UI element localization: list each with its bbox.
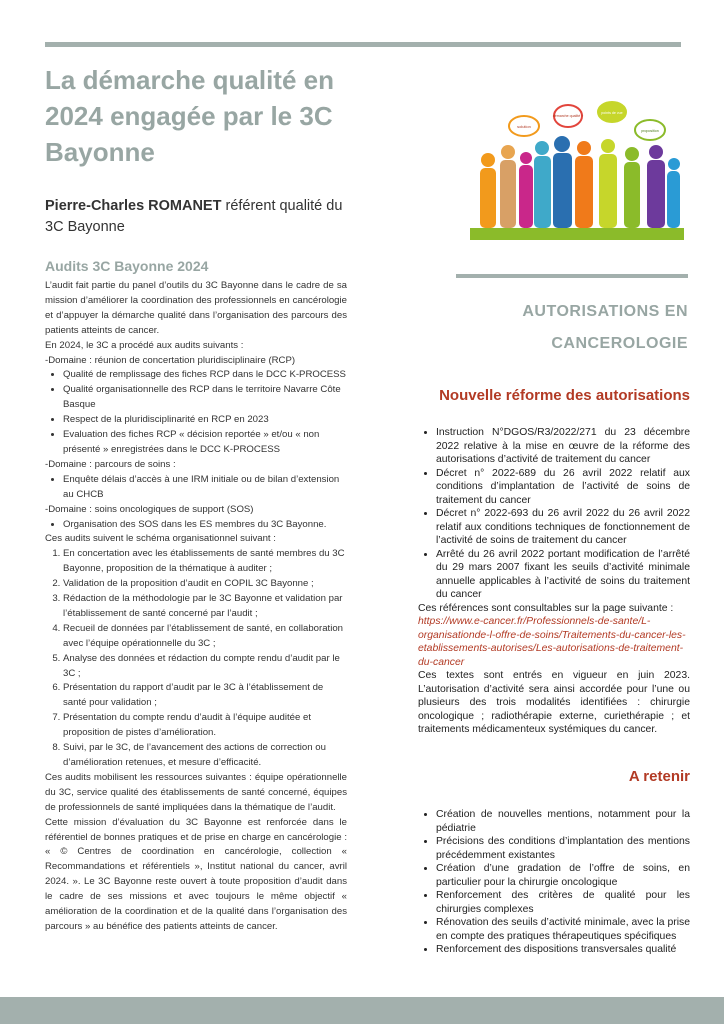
- people-illustration: [470, 98, 684, 240]
- step-item: 3. Rédaction de la méthodologie par le 3C Bayonne et validation par l’établissement de santé concerné par l’audit ;: [63, 592, 347, 622]
- steps-list: [45, 547, 347, 771]
- reform-section: [418, 426, 690, 737]
- step-item: 8. Suivi, par le 3C, de l’avancement des actions de correction ou d’amélioration retenues, et mesure d’efficacité.: [63, 741, 347, 771]
- step-item: 5. Analyse des données et rédaction du compte rendu d’audit par le 3C ;: [63, 652, 347, 682]
- list-item: • Précisions des conditions d’implantation des mentions précédemment existantes: [436, 835, 690, 862]
- person-5: [553, 136, 572, 228]
- person-10: [667, 158, 680, 228]
- domain-sos: -Domaine : soins oncologiques de support (SOS): [45, 503, 254, 515]
- in-force-paragraph: Ces textes sont entrés en vigueur en juin 2023. L’autorisation d’activité sera ainsi accordée pour l’une ou plusieurs des trois modalités identifiées : chirurgie oncologique ; radiothérapie externe, curiethérapie ; et traitements médicamenteux systémiques du cancer.: [418, 670, 690, 735]
- reform-heading: Nouvelle réforme des autorisations: [439, 387, 690, 404]
- audits-section: [45, 258, 347, 935]
- refs-text: Ces références sont consultables sur la page suivante :: [418, 602, 674, 614]
- person-7: [599, 139, 617, 228]
- retenir-list: [418, 808, 690, 957]
- retenir-section: [418, 808, 690, 957]
- speech-bubble-1: [509, 116, 539, 136]
- author-line: [45, 196, 345, 238]
- domain-rcp-list: [45, 368, 347, 457]
- top-divider: [45, 42, 681, 47]
- domain-parcours-list: [45, 473, 347, 503]
- schema-intro: Ces audits suivent le schéma organisationnel suivant :: [45, 533, 276, 545]
- speech-bubble-2: [553, 105, 584, 127]
- autorisations-title-line1: AUTORISATIONS EN: [522, 303, 688, 320]
- person-3: [519, 152, 533, 228]
- step-item: 7. Présentation du compte rendu d’audit à l’équipe auditée et proposition de pistes d’amélioration.: [63, 711, 347, 741]
- speech-bubble-3: [598, 102, 626, 122]
- person-2: [500, 145, 516, 228]
- speech-bubble-4: [635, 120, 665, 140]
- audits-heading: Audits 3C Bayonne 2024: [45, 258, 209, 274]
- bubble-proposition: proposition: [641, 129, 659, 133]
- list-item: • Instruction N°DGOS/R3/2022/271 du 23 décembre 2022 relative à la mise en œuvre de la réforme des autorisations d’activité de traitement du cancer: [436, 426, 690, 467]
- domain-parcours: -Domaine : parcours de soins :: [45, 458, 176, 470]
- retenir-heading: A retenir: [628, 768, 690, 785]
- right-divider: [456, 274, 688, 278]
- list-item: • Arrêté du 26 avril 2022 portant modification de l’arrêté du 29 mars 2007 fixant les seuils d’activité minimale annuelle applicables à l’activité de soins du traitement du cancer: [436, 548, 690, 602]
- list-item: • Renforcement des dispositions transversales qualité: [436, 943, 690, 957]
- bubble-demarche: démarche qualité ?: [552, 114, 584, 118]
- list-item: • Qualité de remplissage des fiches RCP dans le DCC K-PROCESS: [63, 368, 347, 383]
- step-item: 1. En concertation avec les établissements de santé membres du 3C Bayonne, proposition de la thématique à auditer ;: [63, 547, 347, 577]
- list-item: • Enquête délais d’accès à une IRM initiale ou de bilan d’extension au CHCB: [63, 473, 347, 503]
- refs-link[interactable]: https://www.e-cancer.fr/Professionnels-de-sante/L-organisationde-l-offre-de-soins/Traitements-du-cancer-les-etablissements-autorises/Les-autorisations-de-traitement-du-cancer: [418, 616, 686, 668]
- domain-sos-list: [45, 518, 347, 533]
- author-role: référent qualité du 3C Bayonne: [45, 198, 343, 235]
- ground-shape: [470, 228, 684, 240]
- page-title: La démarche qualité en 2024 engagée par le 3C Bayonne: [45, 65, 334, 167]
- domain-rcp: -Domaine : réunion de concertation pluridisciplinaire (RCP): [45, 354, 296, 366]
- closing-paragraph: Cette mission d’évaluation du 3C Bayonne est renforcée dans le référentiel de bonnes pratiques et de prise en charge en cancérologie : « © Centres de coordination en cancérologie, collection « Recommandations et référentiels », Institut national du cancer, avril 2024. ». Le 3C Bayonne reste ouvert à toute proposition d’audit dans le cadre de ses missions et avec toujours le même objectif « amélioration de la coordination et de la qualité dans l’organisation des parcours » au bénéfice des patients atteints de cancer.: [45, 816, 347, 932]
- bubble-solution: solution: [517, 124, 531, 129]
- audits-intro: L’audit fait partie du panel d’outils du 3C Bayonne dans le cadre de sa mission d’améliorer la coordination des professionnels en cancérologie et d’appuyer la démarche qualité dans l’organisation des parcours des patients atteints de cancer.: [45, 280, 347, 336]
- autorisations-title-line2: CANCEROLOGIE: [551, 335, 688, 352]
- audits-intro-2: En 2024, le 3C a procédé aux audits suivants :: [45, 339, 244, 351]
- person-6: [575, 141, 593, 228]
- list-item: • Création de nouvelles mentions, notamment pour la pédiatrie: [436, 808, 690, 835]
- list-item: • Evaluation des fiches RCP « décision reportée » et/ou « non présenté » enregistrées dans le DCC K-PROCESS: [63, 428, 347, 458]
- person-1: [480, 153, 496, 228]
- reform-list: [418, 426, 690, 602]
- person-8: [624, 147, 640, 228]
- list-item: • Création d’une gradation de l’offre de soins, en particulier pour la chirurgie oncologique: [436, 862, 690, 889]
- author-name: Pierre-Charles ROMANET: [45, 198, 222, 214]
- person-4: [534, 141, 551, 228]
- bottom-bar: [0, 997, 724, 1024]
- list-item: • Décret n° 2022-693 du 26 avril 2022 du 26 avril 2022 relatif aux conditions techniques de fonctionnement de l’activité de soins de traitement du cancer: [436, 507, 690, 548]
- list-item: • Renforcement des critères de qualité pour les chirurgies complexes: [436, 889, 690, 916]
- autorisations-title: [456, 296, 688, 360]
- resources-paragraph: Ces audits mobilisent les ressources suivantes : équipe opérationnelle du 3C, service qualité des établissements de santé concerné, équipes de professionnels de santé impliquées dans la thématique de l’audit.: [45, 771, 347, 813]
- list-item: • Organisation des SOS dans les ES membres du 3C Bayonne.: [63, 518, 347, 533]
- list-item: • Qualité organisationnelle des RCP dans le territoire Navarre Côte Basque: [63, 383, 347, 413]
- step-item: 4. Recueil de données par l’établissement de santé, en collaboration avec l’équipe opérationnelle du 3C ;: [63, 622, 347, 652]
- list-item: • Rénovation des seuils d’activité minimale, avec la prise en compte des pratiques thérapeutiques spécifiques: [436, 916, 690, 943]
- list-item: • Respect de la pluridisciplinarité en RCP en 2023: [63, 413, 347, 428]
- person-9: [647, 145, 665, 228]
- bubble-points: points de vue: [601, 111, 623, 115]
- step-item: 6. Présentation du rapport d’audit par le 3C à l’établissement de santé pour validation ;: [63, 681, 347, 711]
- step-item: 2. Validation de la proposition d’audit en COPIL 3C Bayonne ;: [63, 577, 347, 592]
- list-item: • Décret n° 2022-689 du 26 avril 2022 relatif aux conditions d’implantation de l’activité de soins de traitement du cancer: [436, 467, 690, 508]
